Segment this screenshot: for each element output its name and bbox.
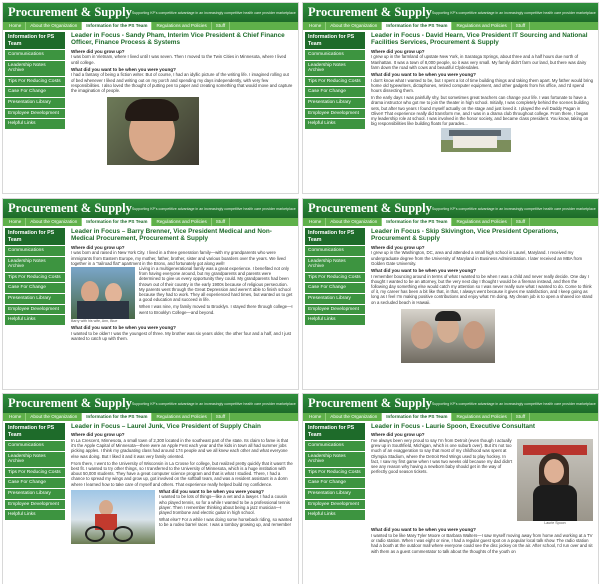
question: Where did you grow up? bbox=[71, 432, 125, 438]
photo-figure bbox=[71, 490, 155, 544]
sidebar bbox=[305, 32, 365, 129]
sidebar-heading: Information for PS Team bbox=[305, 423, 365, 440]
nav-ps-team[interactable]: Information for the PS Team bbox=[382, 413, 452, 421]
nav-stuff[interactable]: Stuff bbox=[512, 22, 530, 30]
nav-about[interactable]: About the Organization bbox=[326, 413, 382, 421]
sidebar-item-communications[interactable]: Communications bbox=[5, 440, 65, 451]
answer: In La Crescent, Minnesota, a small town of 2,300 located in the southeast part of the state. Its claim to fame is that it's the Apple Capital of Minnesota—there were an Apple Fest each year and the kids in town all had summer jobs picking apples. I think my graduating class had around 174 people and we all knew each other and what everyone else was doing. But I liked it and it was very family oriented. bbox=[71, 438, 289, 459]
nav-home[interactable]: Home bbox=[5, 22, 26, 30]
question: What did you want to be when you were young? bbox=[371, 527, 476, 533]
nav-home[interactable]: Home bbox=[5, 218, 26, 226]
nav-regulations[interactable]: Regulations and Policies bbox=[152, 413, 211, 421]
answer: Living in a multigenerational family was a great experience. I benefited not only from having everyone around, but my grandparents and parents were determined to give us every opportunity they could. My grandparents had been thrown out of their country in the early 1900s because of religious persecution. My parents went through the Great Depression and weren't able to finish school because they had to work. They all experienced hard times, but wanted us to get a good education and succeed in life. bbox=[139, 266, 293, 303]
sidebar-item-communications[interactable]: Communications bbox=[305, 440, 365, 451]
photo-figure bbox=[517, 439, 593, 525]
nav-ps-team[interactable]: Information for the PS Team bbox=[82, 413, 152, 421]
site-banner bbox=[3, 199, 298, 218]
sidebar-item-case-for-change[interactable]: Case For Change bbox=[305, 282, 365, 293]
sidebar-item-helpful-links[interactable]: Helpful Links bbox=[305, 314, 365, 325]
article-content bbox=[371, 423, 593, 583]
article-title: Leader in Focus - Skip Skivington, Vice President Operations, Procurement & Supply bbox=[371, 228, 559, 243]
nav-regulations[interactable]: Regulations and Policies bbox=[152, 22, 211, 30]
answer: I wanted to be older! I was the youngest of three. My brother was six years older, the other four and a half, and I just wanted to catch up with them. bbox=[71, 331, 291, 342]
sidebar-item-leadership-notes[interactable]: Leadership Notes Archive bbox=[305, 256, 365, 272]
top-nav bbox=[303, 22, 598, 30]
photo-caption: Laurie Spoon bbox=[544, 521, 566, 525]
nav-about[interactable]: About the Organization bbox=[326, 218, 382, 226]
article-title: Leader in Focus - David Hearn, Vice President IT Sourcing and National Facilities Services, Procurement & Supply bbox=[371, 32, 588, 47]
page-panel-skip-skivington bbox=[302, 198, 599, 390]
article-content bbox=[71, 228, 293, 388]
site-logo[interactable]: Procurement & Supply bbox=[308, 396, 432, 410]
sidebar-item-communications[interactable]: Communications bbox=[5, 245, 65, 256]
answer: I was born and raised in New York City. I lived in a three generation family—with my grandparents who were immigrants from Eastern Europe, my mother, father, brother, sister and various boarders over the years. We lived together in a "railroad flat" apartment in the Bronx, and fortunately got along well! bbox=[71, 250, 286, 266]
top-nav bbox=[3, 218, 298, 226]
nav-stuff[interactable]: Stuff bbox=[512, 413, 530, 421]
site-tagline: Supporting KP's competitive advantage in an increasingly competitive health care provider marketplace bbox=[431, 401, 596, 406]
sidebar-item-leadership-notes[interactable]: Leadership Notes Archive bbox=[5, 60, 65, 76]
article-title: Leader in Focus – Barry Brenner, Vice President Medical and Non-Medical Procurement, Procurement & Supply bbox=[71, 228, 272, 243]
nav-stuff[interactable]: Stuff bbox=[212, 218, 230, 226]
answer: When I was nine, my family moved to Brooklyn. I stayed there through college—I went to Brooklyn College—and beyond. bbox=[139, 304, 293, 315]
sidebar-item-presentation-library[interactable]: Presentation Library bbox=[305, 293, 365, 304]
article-title: Leader in Focus - Laurie Spoon, Executive Consultant bbox=[371, 423, 536, 430]
sidebar-item-leadership-notes[interactable]: Leadership Notes Archive bbox=[5, 451, 65, 467]
question: What did you want to be when you were young? bbox=[371, 72, 476, 78]
sidebar-item-leadership-notes[interactable]: Leadership Notes Archive bbox=[305, 451, 365, 467]
sidebar-item-employee-development[interactable]: Employee Development bbox=[5, 304, 65, 315]
article-content bbox=[371, 32, 593, 192]
portrait-photo bbox=[517, 439, 593, 521]
sidebar-item-presentation-library[interactable]: Presentation Library bbox=[5, 488, 65, 499]
page-panel-barry-brenner bbox=[2, 198, 299, 390]
top-nav bbox=[303, 218, 598, 226]
nav-home[interactable]: Home bbox=[305, 22, 326, 30]
sidebar-item-employee-development[interactable]: Employee Development bbox=[5, 499, 65, 510]
sidebar bbox=[305, 228, 365, 325]
answer: I've always been very proud to say I'm from Detroit (even though I actually grew up in Southfield, Michigan, which is one suburb over). But it's not too much of an exaggeration to say that most of my childhood was spent at Olympia Stadium, where the Detroit Red Wings used to play hockey. In fact, I saw my first game when I was two weeks old because my dad didn't see any reason why having a newborn baby should get in the way of perfectly good season tickets. bbox=[371, 438, 513, 475]
answer: I grew up in the farmland of upstate New York, in Saratoga Springs, about three and a half hours due north of Manhattan. It was a town of 8,000 people, so it was very small. My family didn't farm our land, but there was dairy farm down the road with cows and beautiful Clydesdales. bbox=[371, 54, 587, 70]
question: Where did you grow up? bbox=[71, 48, 125, 54]
site-banner bbox=[303, 199, 598, 218]
cycling-photo bbox=[71, 490, 155, 544]
site-tagline: Supporting KP's competitive advantage in an increasingly competitive health care provider marketplace bbox=[131, 401, 296, 406]
nav-home[interactable]: Home bbox=[305, 218, 326, 226]
nav-ps-team[interactable]: Information for the PS Team bbox=[82, 218, 152, 226]
sidebar-heading: Information for PS Team bbox=[5, 423, 65, 440]
answer: I don't know what I wanted to be, but I spent a lot of time building things and taking them apart. My father would bring home old typewriters, dictaphones, retired computer equipment, and other gadgets from his office, and I'd spend hours dissecting them. bbox=[371, 77, 593, 94]
sidebar-item-tips[interactable]: Tips For Reducing Costs bbox=[305, 272, 365, 283]
sidebar-heading: Information for PS Team bbox=[305, 32, 365, 49]
site-banner bbox=[303, 394, 598, 413]
question: What did you want to be when you were young? bbox=[371, 268, 476, 274]
sidebar-item-case-for-change[interactable]: Case For Change bbox=[5, 477, 65, 488]
portrait-photo bbox=[107, 97, 199, 165]
sidebar-item-communications[interactable]: Communications bbox=[305, 49, 365, 60]
answer: I wanted to be like Mary Tyler Moore or Barbara Walters—I saw myself moving away from home and working at a TV or radio station. When I was eight or nine, I had a regular guest spot on a popular local talk show. The radio station had a booth at the outdoor mall where everyone could see the disc jockey on the air. After school, I'd run over and sit with them as a guest commentator to talk about the thoughts of the youth on bbox=[371, 533, 593, 554]
page-body bbox=[303, 421, 598, 584]
sidebar-item-case-for-change[interactable]: Case For Change bbox=[5, 282, 65, 293]
nav-about[interactable]: About the Organization bbox=[26, 413, 82, 421]
answer: I was born in Vietnam, where I lived until I was seven. Then I moved to the Twin Cities in Minnesota, where I lived until college. bbox=[71, 54, 287, 65]
sidebar-item-communications[interactable]: Communications bbox=[305, 245, 365, 256]
top-nav bbox=[3, 22, 298, 30]
nav-regulations[interactable]: Regulations and Policies bbox=[452, 413, 511, 421]
sidebar-item-tips[interactable]: Tips For Reducing Costs bbox=[5, 76, 65, 87]
sidebar-item-presentation-library[interactable]: Presentation Library bbox=[305, 488, 365, 499]
page-body bbox=[303, 226, 598, 390]
sidebar-item-case-for-change[interactable]: Case For Change bbox=[5, 86, 65, 97]
site-logo[interactable]: Procurement & Supply bbox=[8, 396, 132, 410]
sidebar-heading: Information for PS Team bbox=[5, 228, 65, 245]
nav-ps-team[interactable]: Information for the PS Team bbox=[382, 22, 452, 30]
sidebar-item-leadership-notes[interactable]: Leadership Notes Archive bbox=[5, 256, 65, 272]
sidebar-item-leadership-notes[interactable]: Leadership Notes Archive bbox=[305, 60, 365, 76]
sidebar-item-helpful-links[interactable]: Helpful Links bbox=[5, 118, 65, 129]
page-panel-david-hearn bbox=[302, 2, 599, 194]
nav-regulations[interactable]: Regulations and Policies bbox=[152, 218, 211, 226]
site-logo[interactable]: Procurement & Supply bbox=[308, 5, 432, 19]
sidebar-item-helpful-links[interactable]: Helpful Links bbox=[5, 314, 65, 325]
sidebar-item-employee-development[interactable]: Employee Development bbox=[5, 108, 65, 119]
page-panel-sandy-pham bbox=[2, 2, 299, 194]
sidebar-item-tips[interactable]: Tips For Reducing Costs bbox=[5, 272, 65, 283]
answer: I remember bouncing around in terms of what I wanted to be when I was a child and never really decide. One day I thought I wanted to be an attorney, but the very next day I thought I would be a fireman instead, and then the following day something else would catch my attention so I was never really sure what I wanted to do. Come to think of it, my career has been a bit like that, in that, I always went because it gives me satisfaction, and I keep going as long as I feel I'm making positive contributions and enjoy what I'm doing. My dream job is to open a shaved ice stand on a secluded beach in Hawaii. bbox=[371, 273, 593, 305]
article-title: Leader in Focus - Sandy Pham, Interim Vice President & Chief Finance Officer, Finance Process & Systems bbox=[71, 32, 285, 47]
site-logo[interactable]: Procurement & Supply bbox=[308, 201, 432, 215]
page-body bbox=[3, 421, 298, 584]
answer: I wanted to be lots of things—like a vet and a lawyer. I had a cousin who played tennis, so for a while I wanted to be a professional tennis player. Then I remember thinking about being a jazz musician—I played trombone and electric guitar in high school. bbox=[159, 494, 290, 516]
answer: I had a fantasy of being a fiction writer. But of course, I had an idyllic picture of the writing life. I imagined rolling out of bed whenever I liked and writing out on my porch and spending my days independently, with very few responsibilities. I also loved the thought of putting pen to paper and creating something that would move and capture the imagination of people. bbox=[71, 72, 293, 94]
top-nav bbox=[303, 413, 598, 421]
nav-about[interactable]: About the Organization bbox=[26, 218, 82, 226]
site-tagline: Supporting KP's competitive advantage in an increasingly competitive health care provider marketplace bbox=[131, 10, 296, 15]
sidebar-item-tips[interactable]: Tips For Reducing Costs bbox=[5, 467, 65, 478]
question: Where did you grow up? bbox=[71, 244, 125, 250]
page-body bbox=[303, 30, 598, 194]
sidebar-heading: Information for PS Team bbox=[305, 228, 365, 245]
family-photo bbox=[401, 309, 495, 363]
sidebar-item-presentation-library[interactable]: Presentation Library bbox=[305, 97, 365, 108]
page-body bbox=[3, 30, 298, 194]
sidebar-item-helpful-links[interactable]: Helpful Links bbox=[5, 509, 65, 520]
sidebar-item-tips[interactable]: Tips For Reducing Costs bbox=[305, 76, 365, 87]
site-banner bbox=[3, 3, 298, 22]
site-tagline: Supporting KP's competitive advantage in an increasingly competitive health care provider marketplace bbox=[431, 206, 596, 211]
nav-about[interactable]: About the Organization bbox=[26, 22, 82, 30]
answer: From there, I went to the University of Wisconsin in La Crosse for college, but realized pretty quickly that it wasn't the best fit. I wanted to try other things, so I transferred to the University of Minnesota, which is a huge institution with about 50,000 students. They have a great computer science program and that is what I studied. There, I had a chance to spread my wings and grow up, got involved on the softball team, and was a resident assistant in a dorm where I learned how to take care of myself and others. That experience really helped build my confidence. bbox=[71, 460, 293, 487]
nav-regulations[interactable]: Regulations and Policies bbox=[452, 22, 511, 30]
sidebar-item-employee-development[interactable]: Employee Development bbox=[305, 304, 365, 315]
sidebar-item-employee-development[interactable]: Employee Development bbox=[305, 499, 365, 510]
sidebar-item-tips[interactable]: Tips For Reducing Costs bbox=[305, 467, 365, 478]
question: Where did you grow up? bbox=[371, 244, 425, 250]
page-panel-laurel-junk bbox=[2, 393, 299, 584]
nav-ps-team[interactable]: Information for the PS Team bbox=[382, 218, 452, 226]
photo-figure bbox=[71, 267, 135, 323]
nav-home[interactable]: Home bbox=[5, 413, 26, 421]
page-panel-laurie-spoon bbox=[302, 393, 599, 584]
question: What did you want to be when you were young? bbox=[71, 66, 176, 72]
site-logo[interactable]: Procurement & Supply bbox=[8, 201, 132, 215]
site-banner bbox=[303, 3, 598, 22]
answer: What else? For a while I was doing some horseback riding, so wanted to be a rodeo barrel racer. I was a tomboy growing up, and remember bbox=[159, 517, 293, 528]
sidebar-item-case-for-change[interactable]: Case For Change bbox=[305, 86, 365, 97]
family-photo bbox=[71, 267, 135, 319]
site-tagline: Supporting KP's competitive advantage in an increasingly competitive health care provider marketplace bbox=[131, 206, 296, 211]
nav-ps-team[interactable]: Information for the PS Team bbox=[82, 22, 152, 30]
question: Where did you grow up? bbox=[371, 432, 425, 438]
question: What did you want to be when you were young? bbox=[159, 488, 264, 494]
article-title: Leader in Focus – Laurel Junk, Vice President of Supply Chain bbox=[71, 423, 261, 430]
nav-regulations[interactable]: Regulations and Policies bbox=[452, 218, 511, 226]
house-photo bbox=[441, 128, 511, 152]
sidebar-item-helpful-links[interactable]: Helpful Links bbox=[305, 509, 365, 520]
nav-stuff[interactable]: Stuff bbox=[512, 218, 530, 226]
page-body bbox=[3, 226, 298, 390]
sidebar bbox=[5, 228, 65, 325]
question: What did you want to be when you were young? bbox=[71, 325, 176, 331]
nav-stuff[interactable]: Stuff bbox=[212, 413, 230, 421]
site-logo[interactable]: Procurement & Supply bbox=[8, 5, 132, 19]
answer: In the early days I was painfully shy, but sometimes great teachers can change your life. I was fortunate to have a drama instructor who got me to join the theater in high school. Initially, I was completely behind the scenes building sets, but after two years I found myself actually on the stage and just loved it. I played the evil Daddy Pagan in Oliver! That experience really did transform me, and I was in a drama club throughout college. From there, I began my leadership role at school. I was involved in the honor society, and became class president. You know, taking on big responsibilities like building floats for parades... bbox=[371, 95, 589, 127]
photo-caption: Barry with his wife, Ann, Blue bbox=[71, 319, 118, 324]
question: Where did you grow up? bbox=[371, 48, 425, 54]
sidebar-heading: Information for PS Team bbox=[5, 32, 65, 49]
site-tagline: Supporting KP's competitive advantage in an increasingly competitive health care provider marketplace bbox=[431, 10, 596, 15]
nav-home[interactable]: Home bbox=[305, 413, 326, 421]
sidebar bbox=[5, 32, 65, 129]
sidebar-item-presentation-library[interactable]: Presentation Library bbox=[5, 97, 65, 108]
article-content bbox=[71, 32, 293, 192]
sidebar bbox=[305, 423, 365, 520]
answer: I grew up in the Washington, DC, area and attended a small high school in Laurel, Maryland. I received my undergraduate degree from the University of Maryland in Business Administration. I later received an MBA from Golden Gate University. bbox=[371, 250, 583, 266]
nav-stuff[interactable]: Stuff bbox=[212, 22, 230, 30]
top-nav bbox=[3, 413, 298, 421]
article-content bbox=[371, 228, 593, 388]
article-content bbox=[71, 423, 293, 583]
nav-about[interactable]: About the Organization bbox=[326, 22, 382, 30]
site-banner bbox=[3, 394, 298, 413]
sidebar-item-communications[interactable]: Communications bbox=[5, 49, 65, 60]
sidebar-item-case-for-change[interactable]: Case For Change bbox=[305, 477, 365, 488]
sidebar-item-helpful-links[interactable]: Helpful Links bbox=[305, 118, 365, 129]
sidebar-item-presentation-library[interactable]: Presentation Library bbox=[5, 293, 65, 304]
sidebar-item-employee-development[interactable]: Employee Development bbox=[305, 108, 365, 119]
sidebar bbox=[5, 423, 65, 520]
